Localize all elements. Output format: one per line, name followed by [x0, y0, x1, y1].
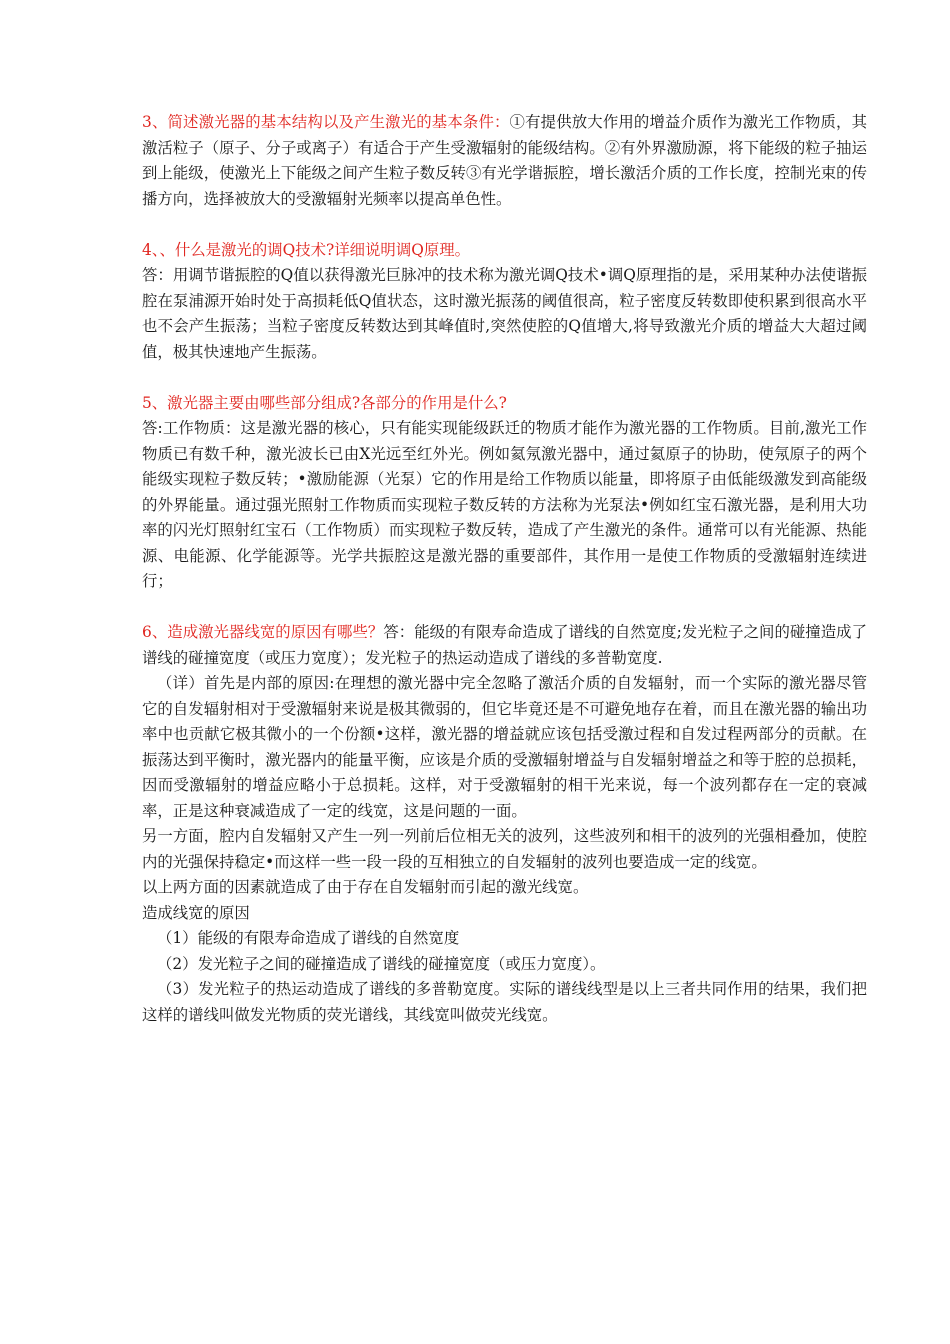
section-4-heading: 4、、什么是激光的调Q技术?详细说明调Q原理。	[142, 240, 471, 259]
section-6-detail: （详）首先是内部的原因:在理想的激光器中完全忽略了激活介质的自发辐射，而一个实际的激光器尽管它的自发辐射相对于受激辐射来说是极其微弱的，但它毕竟还是不可避免地存在着，而且在激光器的输出功率中也贡献它极其微小的一个份额•这样，激光器的增益就应该包括受激过程和自发过程两部分的贡献。在振荡达到平衡时，激光器内的能量平衡，应该是介质的受激辐射增益与自发辐射增益之和等于腔的总损耗，因而受激辐射的增益应略小于总损耗。这样，对于受激辐射的相干光来说，每一个波列都存在一定的衰减率，正是这种衰减造成了一定的线宽，这是问题的一面。	[142, 674, 867, 820]
section-6-answer: 答：能级的有限寿命造成了谱线的自然宽度;发光粒子之间的碰撞造成了谱线的碰撞宽度（或压力宽度）；发光粒子的热运动造成了谱线的多普勒宽度.	[142, 623, 868, 667]
section-6-other: 另一方面，腔内自发辐射又产生一列一列前后位相无关的波列，这些波列和相干的波列的光强相叠加，使腔内的光强保持稳定•而这样一些一段一段的互相独立的自发辐射的波列也要造成一定的线宽。	[142, 827, 867, 871]
section-3	[142, 110, 867, 212]
document-page	[142, 110, 867, 1054]
section-5-heading: 5、激光器主要由哪些部分组成?各部分的作用是什么?	[142, 393, 507, 412]
section-6	[142, 620, 867, 1028]
cause-item-1: （1）能级的有限寿命造成了谱线的自然宽度	[157, 929, 460, 947]
section-3-heading: 3、简述激光器的基本结构以及产生激光的基本条件：	[142, 113, 510, 131]
section-5-body: 答:工作物质：这是激光器的核心，只有能实现能级跃迁的物质才能作为激光器的工作物质。目前,激光工作物质已有数千种，激光波长已由X光远至红外光。例如氦氖激光器中，通过氦原子的协助，使氖原子的两个能级实现粒子数反转；•激励能源（光泵）它的作用是给工作物质以能量，即将原子由低能级激发到高能级的外界能量。通过强光照射工作物质而实现粒子数反转的方法称为光泵法•例如红宝石激光器，是利用大功率的闪光灯照射红宝石（工作物质）而实现粒子数反转，造成了产生激光的条件。通常可以有光能源、热能源、电能源、化学能源等。光学共振腔这是激光器的重要部件，其作用一是使工作物质的受激辐射连续进行；	[142, 419, 867, 590]
section-6-summary: 以上两方面的因素就造成了由于存在自发辐射而引起的激光线宽。	[142, 878, 589, 896]
section-6-paragraph	[142, 620, 867, 671]
section-4-body: 答：用调节谐振腔的Q值以获得激光巨脉冲的技术称为激光调Q技术•调Q原理指的是，采用某种办法使谐振腔在泵浦源开始时处于高损耗低Q值状态，这时激光振荡的阈值很高，粒子密度反转数即使积累到很高水平也不会产生振荡；当粒子密度反转数达到其峰值时,突然使腔的Q值增大,将导致激光介质的增益大大超过阈值，极其快速地产生振荡。	[142, 266, 867, 361]
cause-item-2: （2）发光粒子之间的碰撞造成了谱线的碰撞宽度（或压力宽度）。	[157, 954, 606, 973]
section-3-paragraph	[142, 110, 867, 212]
section-6-causes-title: 造成线宽的原因	[142, 903, 250, 922]
section-3-body: ①有提供放大作用的增益介质作为激光工作物质，其激活粒子（原子、分子或离子）有适合于产生受激辐射的能级结构。②有外界激励源，将下能级的粒子抽运到上能级，使激光上下能级之间产生粒子数反转③有光学谐振腔，增长激活介质的工作长度，控制光束的传播方向，选择被放大的受激辐射光频率以提高单色性。	[142, 113, 867, 208]
section-5	[142, 391, 867, 595]
cause-item-3: （3）发光粒子的热运动造成了谱线的多普勒宽度。实际的谱线线型是以上三者共同作用的结果，我们把这样的谱线叫做发光物质的荧光谱线，其线宽叫做荧光线宽。	[142, 980, 867, 1024]
section-4	[142, 238, 867, 366]
section-6-heading: 6、造成激光器线宽的原因有哪些？	[142, 623, 384, 641]
